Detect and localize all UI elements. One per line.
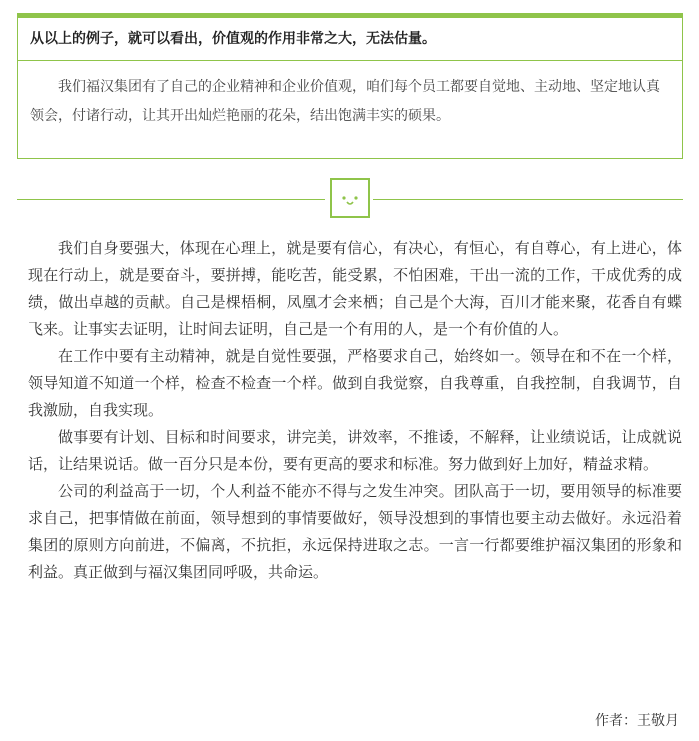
quote-box-body: 我们福汉集团有了自己的企业精神和企业价值观，咱们每个员工都要自觉地、主动地、坚定地认真领会，付诸行动，让其开出灿烂艳丽的花朵，结出饱满丰实的硕果。 (30, 79, 660, 124)
divider-line-right (373, 199, 683, 200)
section-divider (17, 178, 683, 220)
divider-line-left (17, 199, 325, 200)
paragraph: 我们自身要强大，体现在心理上，就是要有信心，有决心，有恒心，有自尊心，有上进心，体现在行动上，就是要奋斗，要拼搏，能吃苦，能受累，不怕困难，干出一流的工作，干成优秀的成绩，做出卓越的贡献。自己是棵梧桐，凤凰才会来栖；自己是个大海，百川才能来聚，花香自有蝶飞来。让事实去证明，让时间去证明，自己是一个有用的人，是一个有价值的人。 (28, 239, 682, 338)
paragraph: 在工作中要有主动精神，就是自觉性要强，严格要求自己，始终如一。领导在和不在一个样，领导知道不知道一个样，检查不检查一个样。做到自我觉察，自我尊重，自我控制，自我调节，自我激励，自我实现。 (28, 347, 682, 419)
paragraph: 做事要有计划、目标和时间要求，讲完美，讲效率，不推诿，不解释，让业绩说话，让成就说话，让结果说话。做一百分只是本份，要有更高的要求和标准。努力做到好上加好，精益求精。 (28, 428, 682, 473)
paragraph: 公司的利益高于一切，个人利益不能亦不得与之发生冲突。团队高于一切，要用领导的标准要求自己，把事情做在前面，领导想到的事情要做好，领导没想到的事情也要主动去做好。永远沿着集团的原则方向前进，不偏离，不抗拒，永远保持进取之志。一言一行都要维护福汉集团的形象和利益。真正做到与福汉集团同呼吸，共命运。 (28, 482, 682, 581)
smiley-face-icon (330, 178, 370, 218)
author-credit: 作者：王敬月 (595, 713, 679, 729)
quote-box (17, 13, 683, 159)
article-content (28, 235, 682, 586)
quote-box-heading: 从以上的例子，就可以看出，价值观的作用非常之大，无法估量。 (18, 18, 682, 61)
